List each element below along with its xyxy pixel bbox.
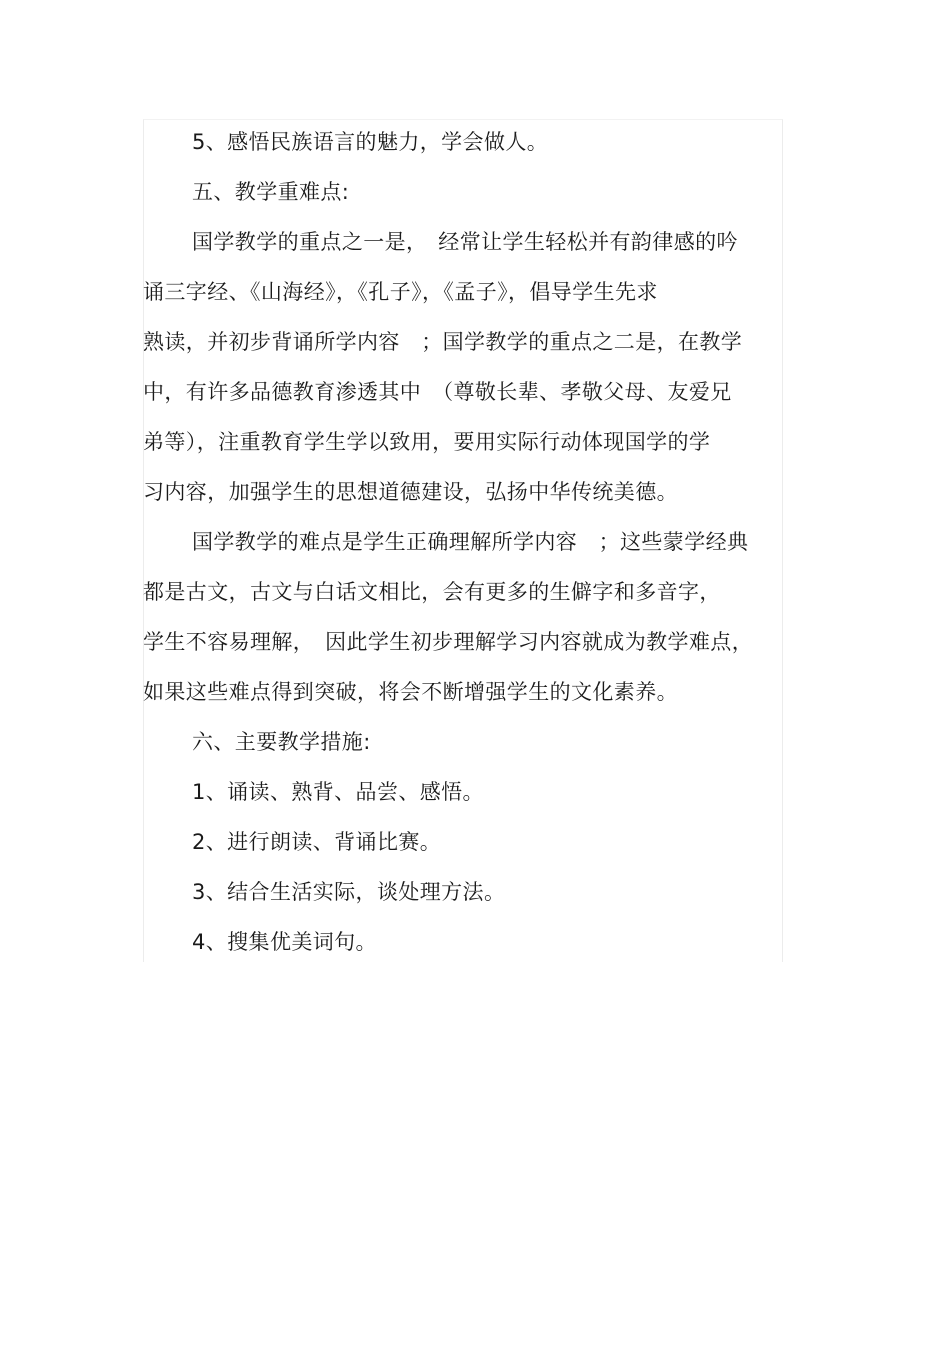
paragraph-line: 中，有许多品德教育渗透其中 （尊敬长辈、孝敬父母、友爱兄 [143,380,732,404]
goal-item-5: 5、感悟民族语言的魅力，学会做人。 [192,130,549,154]
paragraph-line: 国学教学的重点之一是， 经常让学生轻松并有韵律感的吟 [192,230,738,254]
section-heading-measures: 六、主要教学措施: [192,730,371,754]
paragraph-line: 如果这些难点得到突破，将会不断增强学生的文化素养。 [143,680,678,704]
measure-item-4: 4、搜集优美词句。 [192,930,377,954]
paragraph-line: 习内容，加强学生的思想道德建设，弘扬中华传统美德。 [143,480,678,504]
paragraph-line: 学生不容易理解， 因此学生初步理解学习内容就成为教学难点， [143,630,754,654]
paragraph-line: 都是古文，古文与白话文相比，会有更多的生僻字和多音字， [143,580,721,604]
paragraph-line: 熟读，并初步背诵所学内容 ；国学教学的重点之二是，在教学 [143,330,743,354]
measure-item-1: 1、诵读、熟背、品尝、感悟。 [192,780,484,804]
measure-item-2: 2、进行朗读、背诵比赛。 [192,830,442,854]
paragraph-line: 国学教学的难点是学生正确理解所学内容 ；这些蒙学经典 [192,530,749,554]
paragraph-line: 弟等），注重教育学生学以致用，要用实际行动体现国学的学 [143,430,711,454]
measure-item-3: 3、结合生活实际，谈处理方法。 [192,880,506,904]
paragraph-line: 诵三字经、《山海经》，《孔子》，《孟子》，倡导学生先求 [143,280,658,304]
section-heading-key-points: 五、教学重难点: [192,180,350,204]
